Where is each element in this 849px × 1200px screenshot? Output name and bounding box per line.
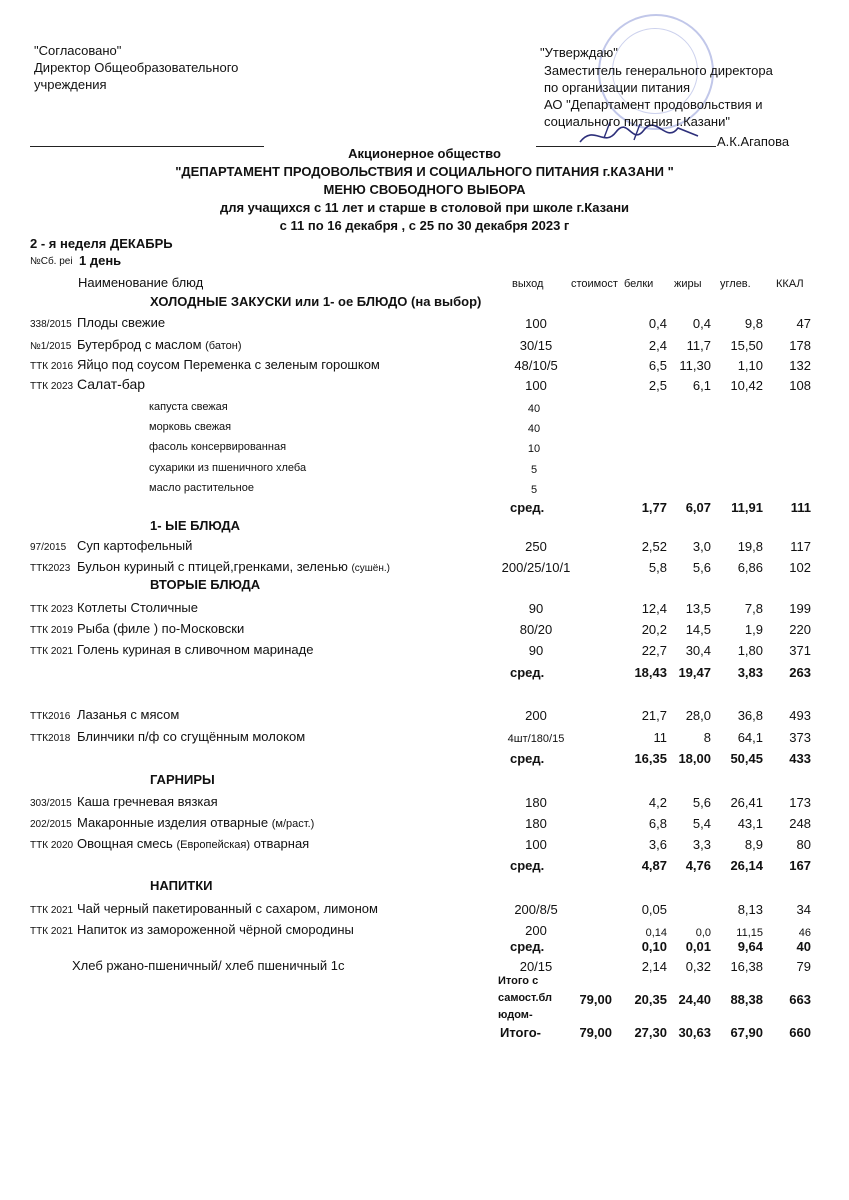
row-fat: 30,4 xyxy=(685,643,711,658)
row-fat: 0,4 xyxy=(692,316,711,331)
avg-kcal: 263 xyxy=(789,665,811,680)
row-dish-name: Лазанья с мясом xyxy=(77,707,180,722)
row-kcal: 173 xyxy=(789,795,811,810)
row-fat: 5,6 xyxy=(692,795,711,810)
avg-fat: 0,01 xyxy=(685,939,711,954)
title-dates: с 11 по 16 декабря , с 25 по 30 декабря 2023 г xyxy=(279,218,570,233)
row-carbs: 8,9 xyxy=(744,837,763,852)
row-kcal: 199 xyxy=(789,601,811,616)
ingredient-name: масло растительное xyxy=(149,482,254,494)
row-code: ТТК 2019 xyxy=(30,625,74,636)
row-protein: 2,4 xyxy=(648,338,667,353)
row-kcal: 248 xyxy=(789,816,811,831)
row-code: ТТК 2020 xyxy=(30,840,74,851)
row-dish-name: Овощная смесь (Европейская) отварная xyxy=(77,836,310,851)
grand-total-protein: 27,30 xyxy=(634,1025,667,1040)
row-protein: 0,14 xyxy=(645,927,667,939)
section-cold: ХОЛОДНЫЕ ЗАКУСКИ или 1- ое БЛЮДО (на выбор) xyxy=(150,294,482,309)
row-kcal: 178 xyxy=(789,338,811,353)
row-code: ТТК 2023 xyxy=(30,381,74,392)
row-carbs: 7,8 xyxy=(744,601,763,616)
row-yield: 200/25/10/1 xyxy=(501,560,571,575)
col-yield-header: выход xyxy=(512,278,544,290)
ingredient-name: фасоль консервированная xyxy=(149,441,287,453)
row-fat: 3,3 xyxy=(692,837,711,852)
row-code: 338/2015 xyxy=(30,319,72,330)
total-label-line3: юдом- xyxy=(498,1009,533,1021)
row-fat: 13,5 xyxy=(685,601,711,616)
avg-protein: 16,35 xyxy=(634,751,667,766)
section-garnish: ГАРНИРЫ xyxy=(150,772,215,787)
grand-total-carbs: 67,90 xyxy=(730,1025,763,1040)
approval-right-role: по организации питания xyxy=(544,80,691,95)
grand-total-fat: 30,63 xyxy=(678,1025,711,1040)
avg-carbs: 11,91 xyxy=(731,500,763,515)
row-protein: 22,7 xyxy=(641,643,667,658)
title-company-name: "ДЕПАРТАМЕНТ ПРОДОВОЛЬСТВИЯ И СОЦИАЛЬНОГО ПИТАНИЯ г.КАЗАНИ " xyxy=(175,164,674,179)
row-protein: 11 xyxy=(653,730,667,745)
row-dish-name: Яйцо под соусом Переменка с зеленым горошком xyxy=(77,357,380,372)
total-label-line2: самост.бл xyxy=(498,992,553,1004)
row-protein: 0,05 xyxy=(641,902,667,917)
avg-label: сред. xyxy=(510,858,545,873)
col-fat-header: жиры xyxy=(674,278,702,290)
row-yield: 30/15 xyxy=(519,338,553,353)
approval-left-institution: учреждения xyxy=(34,77,107,92)
row-code: ТТК 2021 xyxy=(30,646,74,657)
row-code: 97/2015 xyxy=(30,542,67,553)
row-protein: 5,8 xyxy=(648,560,667,575)
avg-protein: 1,77 xyxy=(641,500,667,515)
avg-protein: 18,43 xyxy=(634,665,667,680)
row-dish-name: Каша гречневая вязкая xyxy=(77,794,218,809)
row-dish-name: Голень куриная в сливочном маринаде xyxy=(77,642,314,657)
row-yield: 200/8/5 xyxy=(514,902,558,917)
row-protein: 4,2 xyxy=(648,795,667,810)
section-main-courses: ВТОРЫЕ БЛЮДА xyxy=(150,577,261,592)
avg-carbs: 9,64 xyxy=(737,939,763,954)
row-fat: 11,30 xyxy=(679,358,711,373)
avg-label: сред. xyxy=(510,665,545,680)
row-dish-name: Чай черный пакетированный с сахаром, лимоном xyxy=(77,901,378,916)
row-fat: 28,0 xyxy=(685,708,711,723)
row-code: №1/2015 xyxy=(30,341,72,352)
col-carbs-header: углев. xyxy=(720,278,751,290)
row-protein: 12,4 xyxy=(641,601,667,616)
total-kcal: 663 xyxy=(789,992,811,1007)
avg-kcal: 167 xyxy=(789,858,811,873)
row-kcal: 117 xyxy=(790,539,811,554)
row-yield: 180 xyxy=(525,816,547,831)
avg-carbs: 50,45 xyxy=(730,751,763,766)
row-yield: 48/10/5 xyxy=(514,358,558,373)
row-code: ТТК 2021 xyxy=(30,926,74,937)
row-code: 303/2015 xyxy=(30,798,72,809)
week-label: 2 - я неделя ДЕКАБРЬ xyxy=(30,236,173,251)
row-protein: 3,6 xyxy=(648,837,667,852)
avg-kcal: 433 xyxy=(789,751,811,766)
total-carbs: 88,38 xyxy=(730,992,763,1007)
avg-fat: 4,76 xyxy=(685,858,711,873)
row-carbs: 36,8 xyxy=(737,708,763,723)
avg-protein: 0,10 xyxy=(641,939,667,954)
row-code: ТТК 2021 xyxy=(30,905,74,916)
row-protein: 2,52 xyxy=(641,539,667,554)
row-kcal: 371 xyxy=(789,643,811,658)
grand-total-cost: 79,00 xyxy=(579,1025,612,1040)
approval-left-title: "Согласовано" xyxy=(34,43,122,58)
row-yield: 250 xyxy=(525,539,547,554)
row-code: ТТК2018 xyxy=(30,733,71,744)
ingredient-yield: 5 xyxy=(530,464,538,476)
row-code: ТТК 2023 xyxy=(30,604,74,615)
row-protein: 20,2 xyxy=(641,622,667,637)
ingredient-yield: 40 xyxy=(527,423,541,435)
row-fat: 11,7 xyxy=(686,338,711,353)
row-code: ТТК2023 xyxy=(30,563,71,574)
ingredient-name: сухарики из пшеничного хлеба xyxy=(149,462,307,474)
row-yield: 90 xyxy=(528,643,544,658)
row-protein: 21,7 xyxy=(641,708,667,723)
total-label-line1: Итого с xyxy=(498,975,539,987)
row-protein: 2,5 xyxy=(648,378,667,393)
approval-right-title: "Утверждаю" xyxy=(540,45,618,60)
row-kcal: 80 xyxy=(796,837,811,852)
row-dish-name: Бутерброд с маслом (батон) xyxy=(77,337,242,352)
row-dish-name: Напиток из замороженной чёрной смородины xyxy=(77,922,354,937)
row-dish-name: Суп картофельный xyxy=(77,538,193,553)
avg-label: сред. xyxy=(510,500,545,515)
avg-label: сред. xyxy=(510,751,545,766)
row-yield: 90 xyxy=(528,601,544,616)
section-drinks: НАПИТКИ xyxy=(150,878,213,893)
row-code: 202/2015 xyxy=(30,819,72,830)
row-kcal: 79 xyxy=(796,959,811,974)
row-code: ТТК 2016 xyxy=(30,361,74,372)
col-cost-header: стоимост xyxy=(571,278,618,290)
row-kcal: 132 xyxy=(789,358,811,373)
row-yield: 80/20 xyxy=(519,622,553,637)
row-fat: 3,0 xyxy=(692,539,711,554)
row-yield: 200 xyxy=(525,923,547,938)
total-cost: 79,00 xyxy=(579,992,612,1007)
avg-fat: 18,00 xyxy=(678,751,711,766)
row-kcal: 373 xyxy=(789,730,811,745)
row-carbs: 19,8 xyxy=(737,539,763,554)
row-kcal: 46 xyxy=(798,927,811,939)
row-kcal: 493 xyxy=(789,708,811,723)
row-yield: 100 xyxy=(525,837,547,852)
row-dish-name: Макаронные изделия отварные (м/раст.) xyxy=(77,815,315,830)
row-dish-name: Бульон куриный с птицей,гренками, зеленью (сушён.) xyxy=(77,559,390,574)
row-yield: 200 xyxy=(525,708,547,723)
approval-right-org2: социального питания г.Казани" xyxy=(544,114,730,129)
grand-total-kcal: 660 xyxy=(789,1025,811,1040)
avg-kcal: 111 xyxy=(790,500,811,515)
ingredient-yield: 40 xyxy=(527,403,541,415)
avg-carbs: 26,14 xyxy=(730,858,763,873)
avg-fat: 19,47 xyxy=(678,665,711,680)
col-kcal-header: ККАЛ xyxy=(776,278,804,290)
row-fat: 8 xyxy=(703,730,711,745)
ingredient-name: капуста свежая xyxy=(149,401,228,413)
row-carbs: 8,13 xyxy=(737,902,763,917)
row-dish-name: Котлеты Столичные xyxy=(77,600,198,615)
row-protein: 6,5 xyxy=(648,358,667,373)
col-protein-header: белки xyxy=(624,278,654,290)
row-protein: 6,8 xyxy=(648,816,667,831)
avg-fat: 6,07 xyxy=(685,500,711,515)
row-kcal: 102 xyxy=(789,560,811,575)
row-yield: 180 xyxy=(525,795,547,810)
row-yield: 20/15 xyxy=(519,959,553,974)
row-carbs: 15,50 xyxy=(730,338,763,353)
approval-right-org: АО "Департамент продовольствия и xyxy=(544,97,763,112)
row-carbs: 16,38 xyxy=(730,959,763,974)
row-kcal: 34 xyxy=(796,902,811,917)
section-first-courses: 1- ЫЕ БЛЮДА xyxy=(150,518,241,533)
row-dish-name: Плоды свежие xyxy=(77,315,166,330)
approver-name: А.К.Агапова xyxy=(717,134,790,149)
row-fat: 5,4 xyxy=(692,816,711,831)
row-dish-name: Рыба (филе ) по-Московски xyxy=(77,621,245,636)
row-fat: 0,0 xyxy=(695,927,711,939)
row-dish-name: Салат-бар xyxy=(77,376,146,392)
row-fat: 14,5 xyxy=(685,622,711,637)
row-protein: 0,4 xyxy=(648,316,667,331)
approval-left-position: Директор Общеобразовательного xyxy=(34,60,239,75)
row-carbs: 43,1 xyxy=(737,816,763,831)
total-protein: 20,35 xyxy=(634,992,667,1007)
title-menu: МЕНЮ СВОБОДНОГО ВЫБОРА xyxy=(323,182,526,197)
row-fat: 0,32 xyxy=(685,959,711,974)
row-code: ТТК2016 xyxy=(30,711,71,722)
avg-protein: 4,87 xyxy=(641,858,667,873)
row-carbs: 64,1 xyxy=(737,730,763,745)
row-fat: 6,1 xyxy=(692,378,711,393)
recipe-code-label: №Сб. реі xyxy=(30,256,73,267)
ingredient-yield: 10 xyxy=(527,443,541,455)
row-carbs: 1,80 xyxy=(737,643,763,658)
ingredient-yield: 5 xyxy=(530,484,538,496)
row-dish-name: Блинчики п/ф со сгущённым молоком xyxy=(77,729,306,744)
row-protein: 2,14 xyxy=(641,959,667,974)
row-carbs: 6,86 xyxy=(737,560,763,575)
title-audience: для учащихся с 11 лет и старше в столовой при школе г.Казани xyxy=(219,200,630,215)
day-label: 1 день xyxy=(79,253,122,268)
row-kcal: 108 xyxy=(789,378,811,393)
row-yield: 4шт/180/15 xyxy=(507,733,565,745)
ingredient-name: морковь свежая xyxy=(149,421,232,433)
avg-carbs: 3,83 xyxy=(737,665,763,680)
row-carbs: 10,42 xyxy=(730,378,763,393)
row-carbs: 1,10 xyxy=(737,358,763,373)
row-dish-name: Хлеб ржано-пшеничный/ хлеб пшеничный 1с xyxy=(72,958,345,973)
row-fat: 5,6 xyxy=(692,560,711,575)
row-carbs: 9,8 xyxy=(744,316,763,331)
row-carbs: 11,15 xyxy=(736,927,763,939)
total-fat: 24,40 xyxy=(678,992,711,1007)
row-yield: 100 xyxy=(525,378,547,393)
avg-kcal: 40 xyxy=(796,939,811,954)
row-carbs: 1,9 xyxy=(744,622,763,637)
col-name-header: Наименование блюд xyxy=(78,275,204,290)
approval-right-position: Заместитель генерального директора xyxy=(544,63,773,78)
row-kcal: 220 xyxy=(789,622,811,637)
row-kcal: 47 xyxy=(796,316,811,331)
avg-label: сред. xyxy=(510,939,545,954)
grand-total-label: Итого- xyxy=(500,1025,541,1040)
title-company-type: Акционерное общество xyxy=(348,146,501,161)
row-yield: 100 xyxy=(525,316,547,331)
row-carbs: 26,41 xyxy=(730,795,763,810)
